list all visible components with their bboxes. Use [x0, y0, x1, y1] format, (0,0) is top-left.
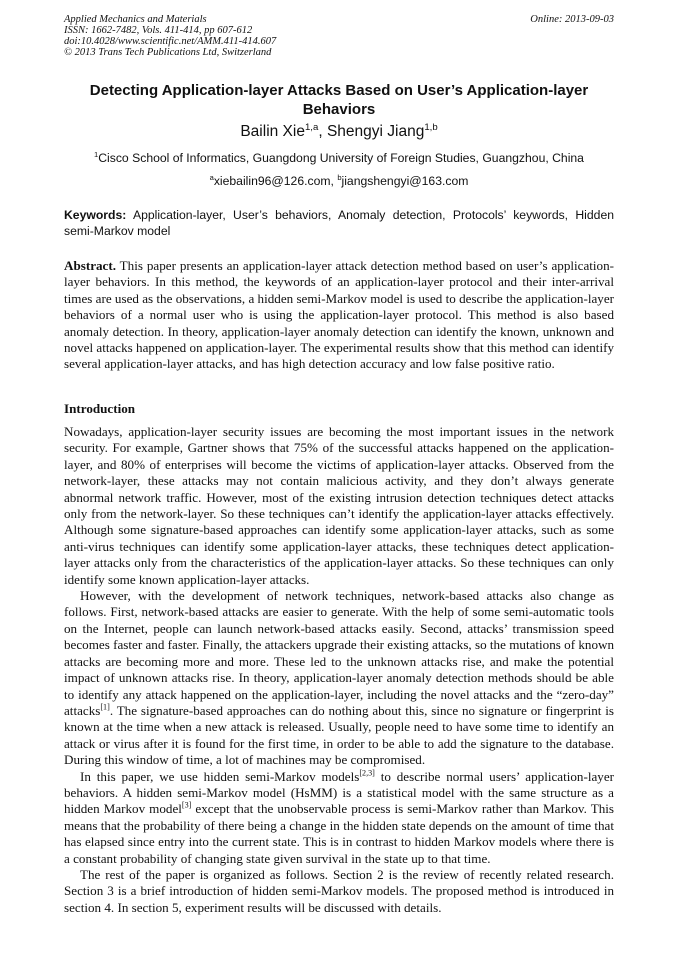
keywords-text: Application-layer, User’s behaviors, Anomaly detection, Protocols’ keywords, Hidden semi-Markov model: [64, 208, 614, 238]
author-name: Shengyi Jiang: [326, 123, 425, 140]
affiliation: [64, 151, 614, 165]
journal-header: [64, 14, 276, 58]
author-separator: ,: [318, 123, 327, 140]
author-emails: [64, 174, 614, 188]
keywords-label: Keywords:: [64, 208, 127, 222]
section-heading: Introduction: [64, 401, 136, 416]
paragraph-text: In this paper, we use hidden semi-Markov models: [80, 768, 360, 784]
email-marker: a: [209, 172, 214, 182]
paragraph: Nowadays, application-layer security issues are becoming the most important issues in the network security. For example, Gartner shows that 75% of the successful attacks happened on the application-layer, and 80% of enterprises will become the victims of application-layer attacks. Observed from the network-layer, these attacks may not contain malicious activity, and they don’t always generate abnormal network traffic. However, most of the existing intrusion detection techniques detect attacks only from the network-layer. So these techniques can’t identify the application-layer attacks effectively. Although some signature-based approaches can identify some application-layer attacks, such as some anti-virus techniques can identify some application-layer attacks, these techniques detect application-layer attacks only from the characteristics of the application-layer attacks. So these techniques can only identify some known application-layer attacks.: [64, 424, 614, 587]
paragraph: [64, 769, 614, 867]
keywords: [64, 207, 614, 239]
email-marker: b: [337, 172, 342, 182]
citation: [2,3]: [359, 768, 375, 778]
online-date-text: Online: 2013-09-03: [530, 14, 614, 25]
author-affiliation-marker: 1,b: [424, 121, 438, 133]
author-name: Bailin Xie: [240, 123, 305, 140]
author-list: [64, 123, 614, 141]
email-link: xiebailin96@126.com: [213, 174, 331, 188]
email-separator: ,: [330, 174, 338, 188]
doi-line: doi:10.4028/www.scientific.net/AMM.411-414.607: [64, 36, 277, 47]
paragraph-text: However, with the development of network techniques, network-based attacks also change as follows. First, network-based attacks are easier to generate. With the help of some semi-automatic tools on the Internet, people can launch network-based attacks easily. Second, attacks’ transmission speed becomes faster and faster. Finally, the attackers upgrade their existing attacks, so the mutations of known attacks are becoming more and more. These led to the unknown attacks rise, and make the potential impact of unknown attacks rise. In theory, application-layer anomaly detection methods should be able to identify any attack happened on the application-layer, including the novel attacks and the “zero-day” attacks: [64, 588, 614, 718]
paragraph: The rest of the paper is organized as follows. Section 2 is the review of recently related research. Section 3 is a brief introduction of hidden semi-Markov models. The proposed method is introduced in section 4. In section 5, experiment results will be discussed with details.: [64, 866, 614, 915]
paragraph-text: . The signature-based approaches can do nothing about this, since no signature or fingerprint is known at the time when a new attack is released. Usually, people need to have some time to identify an attack or virus after it is found for the first time, in order to be able to add the signature to the database. During this window of time, a lot of machines may be compromised.: [64, 702, 614, 768]
citation: [3]: [181, 800, 192, 810]
email-link: jiangshengyi@163.com: [341, 174, 469, 188]
paper-title: Detecting Application-layer Attacks Based on User’s Application-layer Behaviors: [89, 82, 589, 118]
issn-line: ISSN: 1662-7482, Vols. 411-414, pp 607-612: [64, 25, 253, 36]
author-affiliation-marker: 1,a: [304, 121, 319, 133]
introduction-body: [64, 424, 614, 916]
affiliation-marker: 1: [94, 149, 99, 159]
abstract-text: This paper presents an application-layer attack detection method based on user’s application-layer behaviors. In this method, the keywords of an application-layer protocol and their inter-arrival times are used as the observations, a hidden semi-Markov model is used to describe the application-layer behaviors of a normal user who is using the application-layer protocol. This method is also based anomaly detection. In theory, application-layer anomaly detection can identify the known, unknown and novel attacks happened on application-layer. The experimental results show that this method can identify several application-layer attacks, and has high detection accuracy and low false positive ratio.: [64, 258, 614, 372]
paragraph-text: except that the unobservable process is semi-Markov rather than Markov. This means that the probability of there being a change in the hidden state depends on the amount of time that has elapsed since entry into the current state. This is in contrast to hidden Markov models where there is a constant probability of changing state given survival in the state up to that time.: [64, 801, 614, 866]
paragraph: [64, 588, 614, 768]
paragraph-text: to describe normal users’ application-layer behaviors. A hidden semi-Markov model (HsMM) is a statistical model with the same structure as a hidden Markov model: [64, 768, 614, 817]
abstract: [64, 258, 614, 373]
citation: [1]: [100, 702, 110, 712]
online-date: [530, 14, 614, 25]
abstract-label: Abstract.: [64, 258, 116, 273]
affiliation-text: Cisco School of Informatics, Guangdong University of Foreign Studies, Guangzhou, China: [98, 151, 584, 165]
journal-name: Applied Mechanics and Materials: [64, 14, 207, 25]
copyright-line: © 2013 Trans Tech Publications Ltd, Switzerland: [64, 47, 272, 58]
